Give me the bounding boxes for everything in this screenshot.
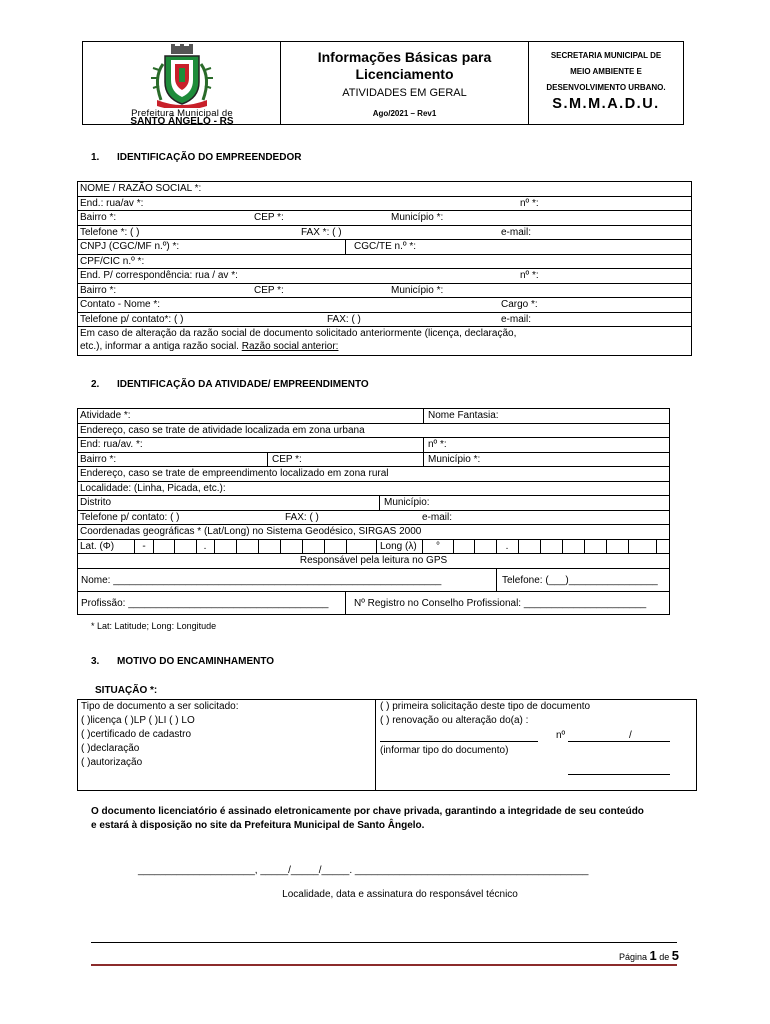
end-urbana-label: Endereço, caso se trate de atividade localizada em zona urbana	[78, 423, 670, 438]
endereco-label: End.: rua/av *:	[80, 197, 144, 209]
municipio-label: Município *:	[391, 212, 444, 223]
renovacao-option[interactable]: ( ) renovação ou alteração do(a) :	[380, 715, 529, 726]
signature-caption: Localidade, data e assinatura do responsável técnico	[282, 889, 518, 900]
email2-label: e-mail:	[501, 313, 532, 325]
page-of-label: de	[659, 952, 670, 962]
fax-label: FAX: ( )	[285, 511, 319, 523]
numero-field[interactable]: nº *:	[428, 439, 447, 450]
bairro2-row[interactable]	[78, 283, 692, 298]
end-correspondencia-row[interactable]	[78, 269, 692, 284]
page-indicator	[619, 948, 679, 963]
tipo-documento-input[interactable]	[380, 741, 538, 742]
section-3-heading	[91, 656, 274, 667]
situacao-label: SITUAÇÃO *:	[95, 685, 158, 696]
secretaria-acronym: S.M.M.A.D.U.	[552, 96, 660, 112]
lat-label: Lat. (Φ)	[80, 540, 115, 552]
end-rua-row[interactable]	[78, 438, 670, 453]
cnpj-field[interactable]: CNPJ (CGC/MF n.º) *:	[78, 240, 346, 254]
numero-input[interactable]	[568, 741, 670, 742]
informar-tipo-label: (informar tipo do documento)	[380, 745, 509, 756]
atividade-form	[77, 408, 670, 615]
localidade-field[interactable]: Localidade: (Linha, Picada, etc.):	[78, 481, 670, 496]
tipo-documento-cell	[78, 700, 376, 790]
cargo-label: Cargo *:	[501, 299, 538, 310]
footer-rule-top	[91, 942, 677, 943]
bairro-row[interactable]	[78, 211, 692, 226]
section-number: 3.	[91, 656, 100, 667]
tel-contato-row[interactable]	[78, 312, 692, 327]
long-digit-box[interactable]	[518, 540, 541, 554]
secretaria-line-1: SECRETARIA MUNICIPAL DE	[550, 51, 662, 60]
cnpj-row[interactable]	[78, 240, 692, 255]
title-cell	[281, 42, 529, 124]
bairro-field[interactable]: Bairro *:	[78, 453, 268, 467]
secretaria-cell	[529, 42, 683, 124]
lat-sign-box[interactable]: -	[134, 540, 154, 554]
fax2-label: FAX: ( )	[327, 313, 361, 325]
long-dot-box[interactable]: .	[496, 540, 519, 554]
bairro-row[interactable]	[78, 452, 670, 467]
contato-label: Contato - Nome *:	[80, 299, 161, 310]
licenca-option[interactable]: ( )licença ( )LP ( )LI ( ) LO	[81, 715, 195, 726]
section-title: IDENTIFICAÇÃO DO EMPREENDEDOR	[117, 152, 302, 163]
long-digit-box[interactable]	[474, 540, 497, 554]
long-digit-box[interactable]	[452, 540, 475, 554]
atividade-row[interactable]	[78, 409, 670, 424]
end-rural-label: Endereço, caso se trate de empreendimento localizado em zona rural	[78, 467, 670, 482]
declaracao-option[interactable]: ( )declaração	[81, 743, 140, 754]
email-label: e-mail:	[501, 226, 532, 238]
document-subtitle: ATIVIDADES EM GERAL	[342, 87, 467, 99]
registro-field[interactable]: Nº Registro no Conselho Profissional: ______________________	[354, 597, 647, 609]
lat-digit-box[interactable]	[280, 540, 303, 554]
atividade-field[interactable]: Atividade *:	[78, 409, 424, 423]
primeira-option[interactable]: ( ) primeira solicitação deste tipo de documento	[380, 701, 591, 712]
long-digit-box[interactable]	[628, 540, 657, 554]
email-label: e-mail:	[422, 511, 453, 523]
nome-fantasia-field[interactable]: Nome Fantasia:	[428, 410, 499, 421]
long-digit-box[interactable]	[540, 540, 563, 554]
motivo-box	[77, 699, 697, 791]
telefone-label: Telefone *: ( )	[80, 226, 140, 238]
end-rua-field[interactable]: End: rua/av. *:	[78, 438, 424, 452]
fax-label: FAX *: ( )	[301, 226, 342, 238]
extra-input[interactable]	[568, 774, 670, 775]
signature-line[interactable]: _____________________, _____/_____/_____. __________________________________________	[138, 865, 589, 876]
section-1-heading	[91, 152, 301, 163]
telefone-field[interactable]: Telefone: (___)________________	[502, 574, 658, 586]
logo-cell	[83, 42, 281, 127]
long-digit-box[interactable]	[584, 540, 607, 554]
lat-digit-box[interactable]	[258, 540, 281, 554]
secretaria-name	[529, 48, 683, 96]
section-2-heading	[91, 379, 369, 390]
section-number: 2.	[91, 379, 100, 390]
lat-digit-box[interactable]	[152, 540, 175, 554]
tipo-documento-label: Tipo de documento a ser solicitado:	[81, 701, 239, 712]
solicitacao-cell	[380, 700, 590, 728]
numero-slash: /	[629, 730, 632, 741]
responsavel-gps-label: Responsável pela leitura no GPS	[78, 554, 670, 569]
city-coat-of-arms-icon	[113, 44, 249, 108]
notice-line-1: O documento licenciatório é assinado eletronicamente por chave privada, garantindo a integridade de seu conteúdo	[91, 806, 644, 817]
tel-contato-row[interactable]	[78, 510, 670, 525]
notice-line-2: e estará à disposição no site da Prefeitura Municipal de Santo Ângelo.	[91, 820, 425, 831]
distrito-field[interactable]: Distrito	[78, 496, 380, 510]
nome-field[interactable]: Nome: ___________________________________________________________	[78, 569, 497, 591]
cpf-field[interactable]: CPF/CIC n.º *:	[78, 254, 692, 269]
municipio2-label: Município *:	[391, 284, 444, 296]
cep-label: CEP *:	[254, 212, 284, 223]
long-digit-box[interactable]	[606, 540, 629, 554]
numero2-label: nº *:	[520, 270, 539, 281]
endereco-row[interactable]	[78, 196, 692, 211]
page-total: 5	[671, 948, 679, 963]
lat-digit-box[interactable]	[346, 540, 377, 554]
bairro2-label: Bairro *:	[80, 284, 117, 296]
city-label: SANTO ÂNGELO - RS	[130, 116, 234, 127]
autorizacao-option[interactable]: ( )autorização	[81, 757, 143, 768]
alteracao-text: etc.), informar a antiga razão social.	[80, 341, 239, 352]
alteracao-row[interactable]	[78, 327, 692, 356]
cep-field[interactable]: CEP *:	[268, 453, 424, 467]
long-digit-box[interactable]	[562, 540, 585, 554]
profissao-row[interactable]	[78, 591, 670, 614]
certificado-option[interactable]: ( )certificado de cadastro	[81, 729, 192, 740]
lat-digit-box[interactable]	[236, 540, 259, 554]
numero-label: nº	[556, 730, 566, 741]
revision-label: Ago/2021 – Rev1	[372, 109, 437, 118]
distrito-row[interactable]	[78, 496, 670, 511]
alteracao-line-1: Em caso de alteração da razão social de documento solicitado anteriormente (licença, declaração,	[80, 328, 517, 339]
cgc-field[interactable]: CGC/TE n.º *:	[354, 241, 416, 252]
alteracao-line-2	[80, 340, 689, 353]
long-degree-box[interactable]: °	[422, 540, 454, 554]
tel-contato-label: Telefone p/ contato: ( )	[80, 511, 180, 523]
assinatura-notice	[91, 805, 691, 833]
coordinates-row[interactable]	[78, 539, 670, 554]
section-number: 1.	[91, 152, 100, 163]
lat-dot-box[interactable]: .	[196, 540, 215, 554]
lat-digit-box[interactable]	[174, 540, 197, 554]
section-title: IDENTIFICAÇÃO DA ATIVIDADE/ EMPREENDIMENTO	[117, 379, 369, 390]
razao-anterior-label: Razão social anterior:	[241, 341, 339, 352]
lat-digit-box[interactable]	[324, 540, 347, 554]
end-correspondencia-label: End. P/ correspondência: rua / av *:	[80, 270, 238, 281]
contato-row[interactable]	[78, 298, 692, 313]
numero-label: nº *:	[520, 197, 539, 209]
prefeitura-label: Prefeitura Municipal de	[131, 108, 233, 119]
municipio-field[interactable]: Município *:	[428, 453, 481, 465]
telefone-row[interactable]	[78, 225, 692, 240]
lat-digit-box[interactable]	[302, 540, 325, 554]
tel-contato-label: Telefone p/ contato*: ( )	[80, 313, 184, 325]
empreendedor-form	[77, 181, 692, 356]
bairro-label: Bairro *:	[80, 212, 117, 223]
nome-field[interactable]: NOME / RAZÃO SOCIAL *:	[78, 182, 692, 197]
long-label: Long (λ)	[380, 540, 417, 552]
cep2-label: CEP *:	[254, 284, 284, 296]
profissao-field[interactable]: Profissão: ____________________________________	[78, 592, 346, 614]
nome-row[interactable]	[78, 568, 670, 591]
secretaria-line-3: DESENVOLVIMENTO URBANO.	[546, 83, 666, 92]
secretaria-line-2: MEIO AMBIENTE E	[570, 67, 642, 76]
municipio2-field[interactable]: Município:	[384, 497, 430, 508]
page-number: 1	[649, 948, 657, 963]
lat-digit-box[interactable]	[214, 540, 237, 554]
page-label: Página	[618, 952, 647, 962]
document-title: Informações Básicas para Licenciamento	[317, 49, 492, 82]
lat-long-footnote: * Lat: Latitude; Long: Longitude	[91, 621, 217, 631]
section-title: MOTIVO DO ENCAMINHAMENTO	[117, 656, 275, 667]
coordenadas-label: Coordenadas geográficas * (Lat/Long) no Sistema Geodésico, SIRGAS 2000	[78, 525, 670, 540]
footer-rule-bottom	[91, 964, 677, 966]
document-header	[82, 41, 684, 125]
